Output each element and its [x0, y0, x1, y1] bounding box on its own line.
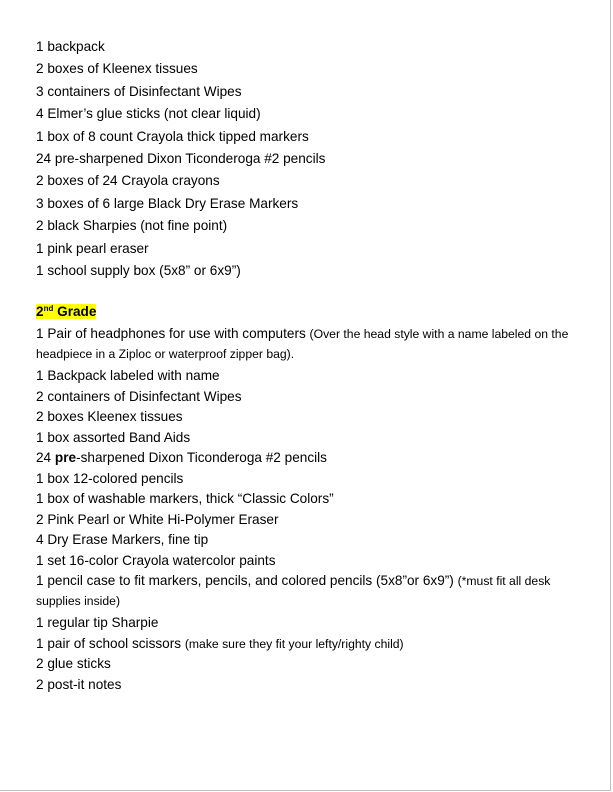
- item-main: 1 pencil case to fit markers, pencils, and colored pencils (5x8”or 6x9”): [36, 573, 458, 588]
- list-item-headphones: [36, 324, 574, 364]
- heading-number: 2: [36, 304, 44, 319]
- list-item-glue: 2 glue sticks: [36, 656, 111, 671]
- list-item: 24 pre-sharpened Dixon Ticonderoga #2 pencils: [36, 151, 326, 167]
- list-item-dry-erase: 4 Dry Erase Markers, fine tip: [36, 532, 209, 547]
- list-item-eraser: 2 Pink Pearl or White Hi-Polymer Eraser: [36, 511, 279, 527]
- list-item-wipes: 2 containers of Disinfectant Wipes: [36, 388, 242, 404]
- list-item-sharpie: 1 regular tip Sharpie: [36, 615, 159, 630]
- heading-ordinal: nd: [43, 304, 54, 313]
- item-note: (make sure they fit your lefty/righty child): [184, 636, 404, 651]
- list-item-scissors: [36, 634, 574, 655]
- list-item: 3 boxes of 6 large Black Dry Erase Markers: [36, 195, 299, 211]
- list-item: 4 Elmer’s glue sticks (not clear liquid): [36, 106, 261, 122]
- list-item: 1 backpack: [36, 39, 105, 54]
- list-item-markers: 1 box of washable markers, thick “Classic Colors”: [36, 491, 334, 506]
- item-note: (Over the head style with a name labeled on the headpiece in a Ziploc or waterproof zipper bag).: [36, 327, 569, 361]
- heading-highlight: [36, 304, 96, 319]
- list-item-watercolor: 1 set 16-color Crayola watercolor paints: [36, 552, 276, 568]
- list-item: 1 pink pearl eraser: [36, 240, 149, 256]
- list-item: 2 black Sharpies (not fine point): [36, 218, 228, 234]
- list-item: 1 school supply box (5x8” or 6x9”): [36, 263, 241, 279]
- list-item: 2 boxes of 24 Crayola crayons: [36, 173, 220, 189]
- list-item-pencils: [36, 448, 574, 469]
- item-rest: -sharpened Dixon Ticonderoga #2 pencils: [76, 450, 327, 465]
- list-item-kleenex: 2 boxes Kleenex tissues: [36, 409, 183, 424]
- list-item-pencil-case: [36, 571, 574, 611]
- item-main: 1 Pair of headphones for use with computers: [36, 326, 310, 341]
- item-main: 1 pair of school scissors: [36, 635, 185, 651]
- item-count: 24: [36, 450, 55, 465]
- supply-list-2nd-grade: [36, 324, 574, 695]
- item-note: (*must fit all desk supplies inside): [36, 574, 551, 608]
- list-item: 1 box of 8 count Crayola thick tipped markers: [36, 128, 309, 144]
- supply-list-1: [36, 36, 574, 282]
- list-item: 3 containers of Disinfectant Wipes: [36, 83, 242, 99]
- section-heading-2nd-grade: [36, 302, 96, 322]
- list-item: 2 boxes of Kleenex tissues: [36, 61, 198, 77]
- heading-text: Grade: [53, 304, 97, 319]
- list-item-postit: 2 post-it notes: [36, 676, 122, 692]
- item-bold-text: pre: [54, 450, 77, 465]
- list-item-bandaids: 1 box assorted Band Aids: [36, 429, 191, 445]
- list-item-colored-pencils: 1 box 12-colored pencils: [36, 470, 184, 486]
- list-item-backpack: 1 Backpack labeled with name: [36, 368, 220, 383]
